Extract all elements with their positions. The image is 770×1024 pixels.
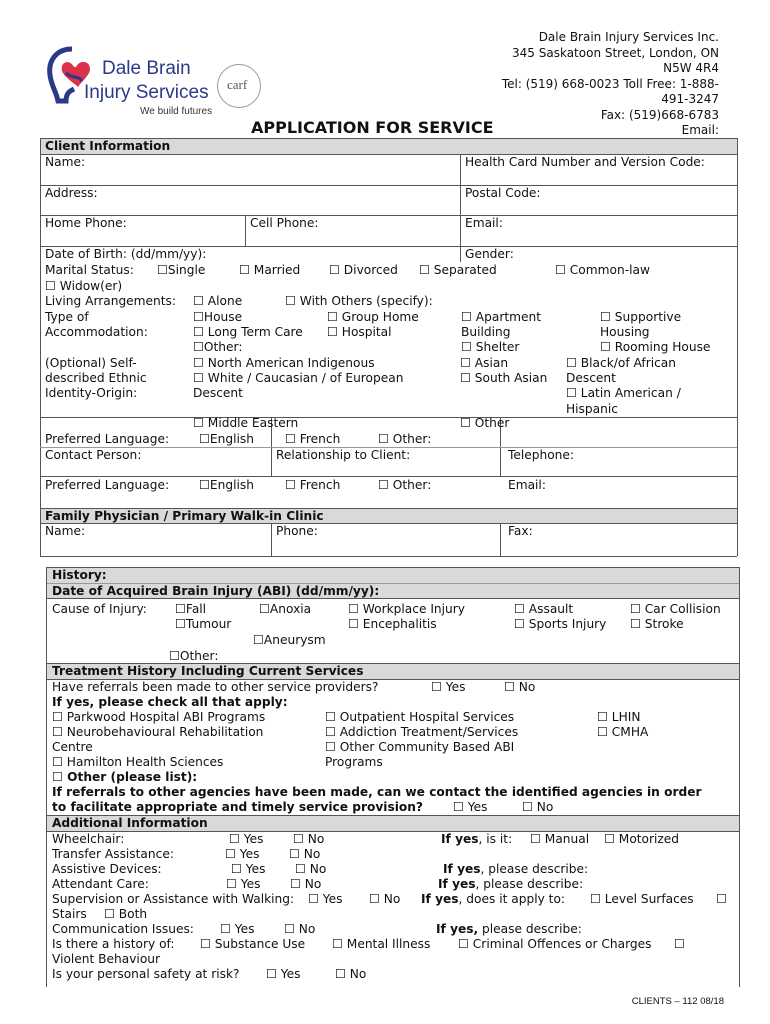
- gender-field[interactable]: Gender:: [465, 247, 514, 261]
- devices-yes-checkbox[interactable]: ☐ Yes: [231, 862, 266, 876]
- lang-french-checkbox[interactable]: ☐ French: [285, 432, 341, 446]
- check-all-label: If yes, please check all that apply:: [52, 695, 288, 709]
- supervision-no-checkbox[interactable]: ☐ No: [369, 892, 401, 906]
- devices-if-yes: If yes, please describe:: [443, 862, 589, 876]
- cause-fall-checkbox[interactable]: ☐Fall: [175, 602, 207, 616]
- form-footer-code: CLIENTS – 112 08/18: [631, 996, 724, 1007]
- physician-fax-field[interactable]: Fax:: [508, 524, 533, 538]
- violent-behaviour-checkbox[interactable]: ☐: [674, 937, 685, 951]
- org-address-block: [499, 30, 719, 139]
- home-phone-field[interactable]: Home Phone:: [45, 216, 127, 230]
- mental-illness-checkbox[interactable]: ☐ Mental Illness: [332, 937, 431, 951]
- other-list-checkbox[interactable]: ☐ Other (please list):: [52, 770, 198, 784]
- cause-stroke-checkbox[interactable]: ☐ Stroke: [630, 617, 684, 631]
- devices-label: Assistive Devices:: [52, 862, 162, 876]
- accom-house-checkbox[interactable]: ☐House: [193, 310, 243, 324]
- attendant-if-yes: If yes, please describe:: [438, 877, 584, 891]
- accom-building-text: Building: [461, 325, 511, 339]
- communication-yes-checkbox[interactable]: ☐ Yes: [220, 922, 255, 936]
- preferred-language-label-2: Preferred Language:: [45, 478, 170, 492]
- stairs-checkbox[interactable]: ☐: [716, 892, 727, 906]
- email-field[interactable]: Email:: [465, 216, 503, 230]
- lang-other-checkbox[interactable]: ☐ Other:: [378, 432, 432, 446]
- lang-english-checkbox-2[interactable]: ☐English: [199, 478, 254, 492]
- physician-phone-field[interactable]: Phone:: [276, 524, 318, 538]
- community-abi-checkbox[interactable]: ☐ Other Community Based ABI: [325, 740, 515, 754]
- org-tel-2: 491-3247: [661, 92, 719, 106]
- stairs-label: Stairs: [52, 907, 87, 921]
- level-surfaces-checkbox[interactable]: ☐ Level Surfaces: [590, 892, 694, 906]
- transfer-no-checkbox[interactable]: ☐ No: [289, 847, 321, 861]
- telephone-field[interactable]: Telephone:: [508, 448, 574, 462]
- attendant-label: Attendant Care:: [52, 877, 149, 891]
- contact-no-checkbox[interactable]: ☐ No: [522, 800, 554, 814]
- history-of-label: Is there a history of:: [52, 937, 175, 951]
- wheelchair-yes-checkbox[interactable]: ☐ Yes: [229, 832, 264, 846]
- form-title: APPLICATION FOR SERVICE: [251, 118, 494, 137]
- marital-widow-checkbox[interactable]: ☐ Widow(er): [45, 279, 123, 293]
- cause-sports-checkbox[interactable]: ☐ Sports Injury: [514, 617, 607, 631]
- ethnic-label-2: described Ethnic: [45, 371, 147, 385]
- accom-housing-text: Housing: [600, 325, 650, 339]
- history-section-title: History:: [52, 568, 107, 582]
- marital-label: Marital Status:: [45, 263, 134, 277]
- accom-other-checkbox[interactable]: ☐Other:: [193, 340, 243, 354]
- marital-married-checkbox[interactable]: ☐ Married: [239, 263, 301, 277]
- hamilton-checkbox[interactable]: ☐ Hamilton Health Sciences: [52, 755, 224, 769]
- referrals-question: Have referrals been made to other service providers?: [52, 680, 379, 694]
- org-email: Email:: [681, 123, 719, 137]
- accom-apartment-checkbox[interactable]: ☐ Apartment: [461, 310, 542, 324]
- referrals-no-checkbox[interactable]: ☐ No: [504, 680, 536, 694]
- ethnic-label-3: Identity-Origin:: [45, 386, 138, 400]
- accreditation-seal: [217, 64, 261, 108]
- logo-line1: Dale Brain: [102, 58, 191, 79]
- dob-field[interactable]: Date of Birth: (dd/mm/yy):: [45, 247, 207, 261]
- ethnic-white-checkbox[interactable]: ☐ White / Caucasian / of European: [193, 371, 404, 385]
- accom-hospital-checkbox[interactable]: ☐ Hospital: [327, 325, 392, 339]
- org-name: Dale Brain Injury Services Inc.: [538, 30, 719, 44]
- wheelchair-manual-checkbox[interactable]: ☐ Manual: [530, 832, 590, 846]
- company-logo: [44, 42, 269, 122]
- supervision-yes-checkbox[interactable]: ☐ Yes: [308, 892, 343, 906]
- ethnic-latin-checkbox[interactable]: ☐ Latin American /: [566, 386, 681, 400]
- wheelchair-no-checkbox[interactable]: ☐ No: [293, 832, 325, 846]
- devices-no-checkbox[interactable]: ☐ No: [295, 862, 327, 876]
- safety-yes-checkbox[interactable]: ☐ Yes: [266, 967, 301, 981]
- client-section-title: Client Information: [45, 139, 171, 153]
- accreditation-text: carf: [227, 77, 248, 92]
- marital-divorced-checkbox[interactable]: ☐ Divorced: [329, 263, 398, 277]
- supervision-label: Supervision or Assistance with Walking:: [52, 892, 295, 906]
- wheelchair-if-yes: If yes, is it:: [441, 832, 513, 846]
- communication-label: Communication Issues:: [52, 922, 194, 936]
- accom-ltc-checkbox[interactable]: ☐ Long Term Care: [193, 325, 303, 339]
- contact-email-field[interactable]: Email:: [508, 478, 546, 492]
- lang-english-checkbox[interactable]: ☐English: [199, 432, 254, 446]
- cause-assault-checkbox[interactable]: ☐ Assault: [514, 602, 574, 616]
- cause-tumour-checkbox[interactable]: ☐Tumour: [175, 617, 232, 631]
- attendant-yes-checkbox[interactable]: ☐ Yes: [226, 877, 261, 891]
- contact-person-field[interactable]: Contact Person:: [45, 448, 142, 462]
- communication-if-yes: If yes, please describe:: [436, 922, 582, 936]
- ethnic-descent-text: Descent: [193, 386, 243, 400]
- neurobehavioural-centre-text: Centre: [52, 740, 93, 754]
- org-fax: Fax: (519)668-6783: [600, 107, 719, 122]
- substance-use-checkbox[interactable]: ☐ Substance Use: [200, 937, 306, 951]
- accom-shelter-checkbox[interactable]: ☐ Shelter: [461, 340, 520, 354]
- marital-single-checkbox[interactable]: ☐Single: [157, 263, 206, 277]
- attendant-no-checkbox[interactable]: ☐ No: [290, 877, 322, 891]
- ethnic-na-indigenous-checkbox[interactable]: ☐ North American Indigenous: [193, 356, 375, 370]
- logo-tagline: We build futures: [140, 106, 213, 117]
- referrals-yes-checkbox[interactable]: ☐ Yes: [431, 680, 466, 694]
- relationship-field[interactable]: Relationship to Client:: [276, 448, 411, 462]
- physician-section-title: Family Physician / Primary Walk-in Clinic: [45, 509, 324, 523]
- living-label: Living Arrangements:: [45, 294, 177, 308]
- living-alone-checkbox[interactable]: ☐ Alone: [193, 294, 243, 308]
- contact-question-line2: to facilitate appropriate and timely service provision?: [52, 800, 424, 814]
- ethnic-hispanic-text: Hispanic: [566, 402, 618, 416]
- health-card-field[interactable]: Health Card Number and Version Code:: [465, 155, 705, 169]
- treatment-section-title: Treatment History Including Current Services: [52, 664, 364, 678]
- cause-other-checkbox[interactable]: ☐Other:: [169, 649, 219, 663]
- transfer-label: Transfer Assistance:: [52, 847, 174, 861]
- ethnic-black-checkbox[interactable]: ☐ Black/of African: [566, 356, 676, 370]
- cause-aneurysm-checkbox[interactable]: ☐Aneurysm: [253, 633, 326, 647]
- neurobehavioural-checkbox[interactable]: ☐ Neurobehavioural Rehabilitation: [52, 725, 264, 739]
- accommodation-label-1: Type of: [45, 310, 89, 324]
- postal-code-field[interactable]: Postal Code:: [465, 186, 541, 200]
- accom-rooming-checkbox[interactable]: ☐ Rooming House: [600, 340, 711, 354]
- marital-separated-checkbox[interactable]: ☐ Separated: [419, 263, 497, 277]
- outpatient-checkbox[interactable]: ☐ Outpatient Hospital Services: [325, 710, 515, 724]
- living-others-checkbox[interactable]: ☐ With Others (specify):: [285, 294, 433, 308]
- supervision-if-yes: If yes, does it apply to:: [421, 892, 566, 906]
- org-street: 345 Saskatoon Street, London, ON: [512, 45, 719, 60]
- wheelchair-label: Wheelchair:: [52, 832, 125, 846]
- contact-yes-checkbox[interactable]: ☐ Yes: [453, 800, 488, 814]
- wheelchair-motorized-checkbox[interactable]: ☐ Motorized: [604, 832, 680, 846]
- accom-supportive-checkbox[interactable]: ☐ Supportive: [600, 310, 682, 324]
- parkwood-checkbox[interactable]: ☐ Parkwood Hospital ABI Programs: [52, 710, 266, 724]
- cause-car-checkbox[interactable]: ☐ Car Collision: [630, 602, 721, 616]
- addiction-checkbox[interactable]: ☐ Addiction Treatment/Services: [325, 725, 519, 739]
- org-tel-1: Tel: (519) 668-0023 Toll Free: 1-888-: [501, 76, 719, 91]
- both-checkbox[interactable]: ☐ Both: [104, 907, 148, 921]
- ethnic-label-1: (Optional) Self-: [45, 356, 137, 370]
- communication-no-checkbox[interactable]: ☐ No: [284, 922, 316, 936]
- lhin-checkbox[interactable]: ☐ LHIN: [597, 710, 641, 724]
- additional-section-title: Additional Information: [52, 816, 208, 830]
- accom-group-home-checkbox[interactable]: ☐ Group Home: [327, 310, 419, 324]
- accommodation-label-2: Accommodation:: [45, 325, 148, 339]
- cause-encephalitis-checkbox[interactable]: ☐ Encephalitis: [348, 617, 437, 631]
- cause-label: Cause of Injury:: [52, 602, 147, 616]
- safety-no-checkbox[interactable]: ☐ No: [335, 967, 367, 981]
- physician-name-field[interactable]: Name:: [45, 524, 86, 538]
- ethnic-black-descent-text: Descent: [566, 371, 616, 385]
- ethnic-middle-eastern-checkbox[interactable]: ☐ Middle Eastern: [193, 416, 299, 430]
- lang-other-checkbox-2[interactable]: ☐ Other:: [378, 478, 432, 492]
- preferred-language-label: Preferred Language:: [45, 432, 170, 446]
- violent-behaviour-label: Violent Behaviour: [52, 952, 161, 966]
- name-field[interactable]: Name:: [45, 155, 86, 169]
- ethnic-south-asian-checkbox[interactable]: ☐ South Asian: [460, 371, 548, 385]
- cell-phone-field[interactable]: Cell Phone:: [250, 216, 319, 230]
- contact-question-line1: If referrals to other agencies have been made, can we contact the identified agencies in order: [52, 785, 702, 799]
- address-field[interactable]: Address:: [45, 186, 98, 200]
- abi-date-field[interactable]: Date of Acquired Brain Injury (ABI) (dd/mm/yy):: [52, 584, 380, 598]
- criminal-checkbox[interactable]: ☐ Criminal Offences or Charges: [458, 937, 652, 951]
- cause-anoxia-checkbox[interactable]: ☐Anoxia: [259, 602, 312, 616]
- ethnic-other-checkbox[interactable]: ☐ Other: [460, 416, 510, 430]
- safety-question: Is your personal safety at risk?: [52, 967, 240, 981]
- cmha-checkbox[interactable]: ☐ CMHA: [597, 725, 649, 739]
- marital-common-law-checkbox[interactable]: ☐ Common-law: [555, 263, 650, 277]
- lang-french-checkbox-2[interactable]: ☐ French: [285, 478, 341, 492]
- org-postal: N5W 4R4: [663, 61, 719, 75]
- community-programs-text: Programs: [325, 755, 383, 769]
- ethnic-asian-checkbox[interactable]: ☐ Asian: [460, 356, 509, 370]
- cause-workplace-checkbox[interactable]: ☐ Workplace Injury: [348, 602, 465, 616]
- transfer-yes-checkbox[interactable]: ☐ Yes: [225, 847, 260, 861]
- logo-line2: Injury Services: [84, 82, 209, 103]
